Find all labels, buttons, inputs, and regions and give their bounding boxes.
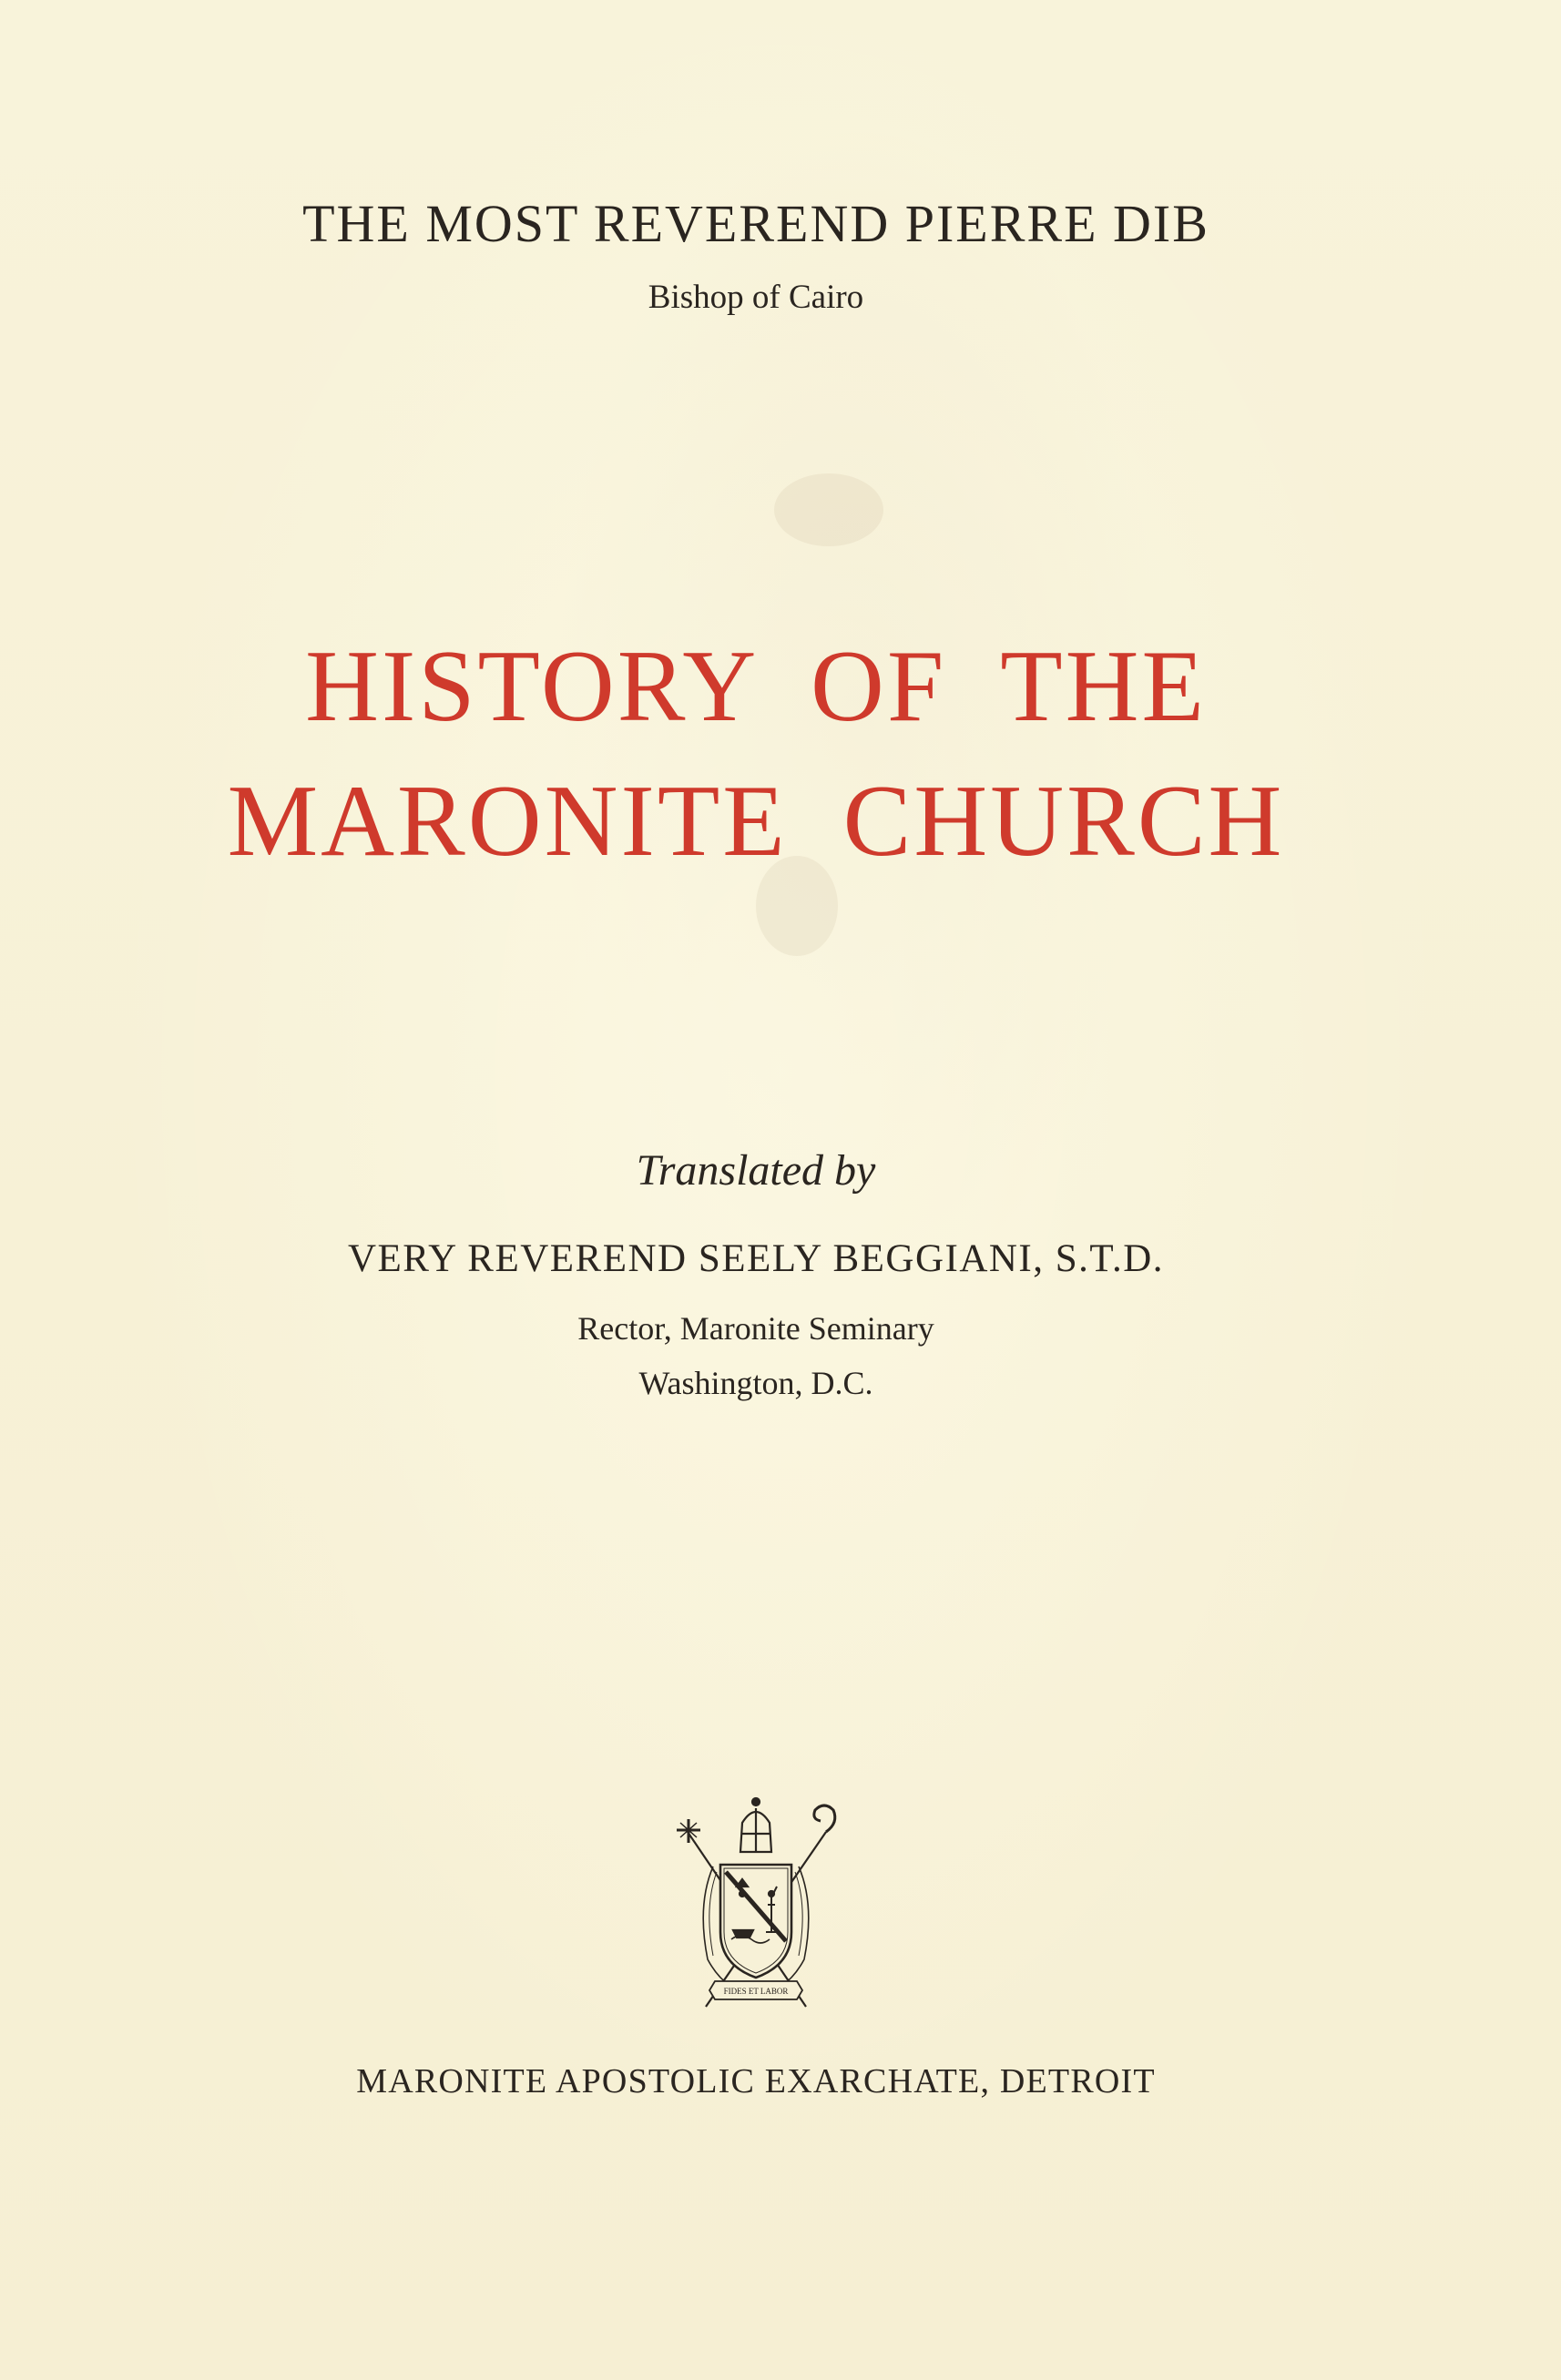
translator-name: VERY REVEREND SEELY BEGGIANI, S.T.D.: [347, 1237, 1165, 1280]
paper-stain: [774, 473, 883, 546]
coat-of-arms-motto: FIDES ET LABOR: [723, 1987, 789, 1996]
book-title-line-1: HISTORY OF THE: [305, 630, 1207, 743]
publisher-imprint: MARONITE APOSTOLIC EXARCHATE, DETROIT: [356, 2062, 1156, 2100]
translator-role: Rector, Maronite Seminary: [577, 1310, 934, 1347]
coat-of-arms-icon: [669, 1795, 842, 2019]
book-title-line-2: MARONITE CHURCH: [227, 765, 1285, 878]
translator-place: Washington, D.C.: [638, 1365, 873, 1401]
translated-by-label: Translated by: [636, 1146, 876, 1195]
author-name: THE MOST REVEREND PIERRE DIB: [302, 194, 1209, 253]
author-title: Bishop of Cairo: [648, 279, 864, 316]
